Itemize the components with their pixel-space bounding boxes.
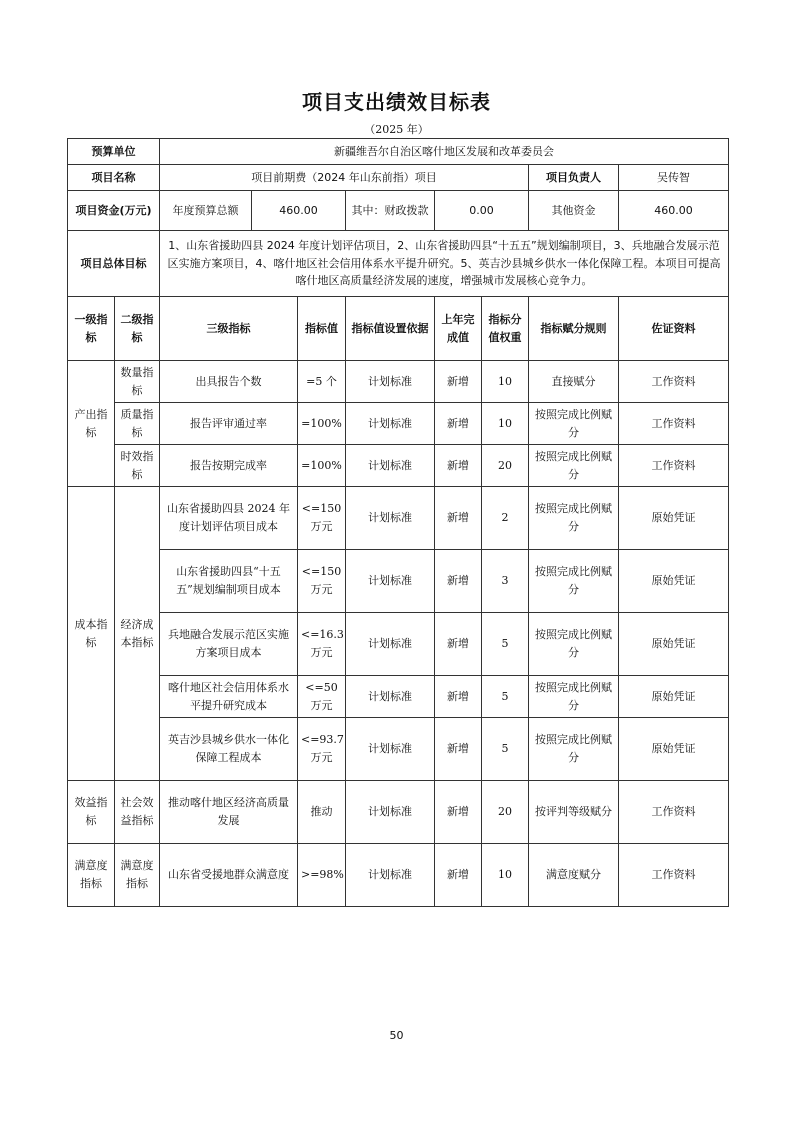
- col-level2: 二级指标: [115, 297, 160, 361]
- table-row: [68, 613, 729, 676]
- indicator-basis: 计划标准: [346, 445, 435, 487]
- indicator-rule: 按照完成比例赋分: [529, 613, 619, 676]
- indicator-evidence: 原始凭证: [619, 550, 729, 613]
- fiscal-value: 0.00: [435, 191, 529, 231]
- indicator-evidence: 原始凭证: [619, 487, 729, 550]
- indicator-evidence: 工作资料: [619, 403, 729, 445]
- indicator-name: 山东省援助四县“十五五”规划编制项目成本: [160, 550, 298, 613]
- other-funds-label: 其他资金: [529, 191, 619, 231]
- col-rule: 指标赋分规则: [529, 297, 619, 361]
- indicator-last-year: 新增: [435, 613, 482, 676]
- indicator-evidence: 工作资料: [619, 844, 729, 907]
- indicator-weight: 10: [482, 361, 529, 403]
- col-evidence: 佐证资料: [619, 297, 729, 361]
- indicator-basis: 计划标准: [346, 487, 435, 550]
- indicator-name: 英吉沙县城乡供水一体化保障工程成本: [160, 718, 298, 781]
- indicator-last-year: 新增: [435, 445, 482, 487]
- indicator-basis: 计划标准: [346, 718, 435, 781]
- indicator-value: <=93.7 万元: [298, 718, 346, 781]
- indicator-weight: 5: [482, 676, 529, 718]
- page-number: 50: [389, 1029, 404, 1042]
- indicator-basis: 计划标准: [346, 781, 435, 844]
- indicator-evidence: 原始凭证: [619, 613, 729, 676]
- indicator-value: >=98%: [298, 844, 346, 907]
- performance-table: [67, 138, 729, 907]
- indicator-evidence: 原始凭证: [619, 676, 729, 718]
- indicator-basis: 计划标准: [346, 550, 435, 613]
- overall-goal-text: 1、山东省援助四县 2024 年度计划评估项目，2、山东省援助四县“十五五”规划编制项目，3、兵地融合发展示范区实施方案项目，4、喀什地区社会信用体系水平提升研究。5、英吉沙县城乡供水一体化保障工程。本项目可提高喀什地区高质量经济发展的速度，增强城市发展核心竞争力。: [160, 231, 729, 297]
- fiscal-label: 其中：财政拨款: [346, 191, 435, 231]
- indicator-name: 山东省援助四县 2024 年度计划评估项目成本: [160, 487, 298, 550]
- indicator-evidence: 工作资料: [619, 781, 729, 844]
- table-row: [68, 550, 729, 613]
- indicator-rule: 直接赋分: [529, 361, 619, 403]
- indicator-name: 兵地融合发展示范区实施方案项目成本: [160, 613, 298, 676]
- subgroup-quality: 质量指标: [115, 403, 160, 445]
- subgroup-quantity: 数量指标: [115, 361, 160, 403]
- leader-value: 吴传智: [619, 165, 729, 191]
- indicator-basis: 计划标准: [346, 676, 435, 718]
- indicator-value: =100%: [298, 445, 346, 487]
- table-row: [68, 403, 729, 445]
- table-row: [68, 445, 729, 487]
- year-label: （2025 年）: [364, 123, 429, 136]
- indicator-name: 报告按期完成率: [160, 445, 298, 487]
- funds-label: 项目资金(万元): [68, 191, 160, 231]
- indicator-weight: 2: [482, 487, 529, 550]
- table-row: [68, 361, 729, 403]
- subgroup-timeliness: 时效指标: [115, 445, 160, 487]
- indicator-value: =100%: [298, 403, 346, 445]
- indicator-rule: 满意度赋分: [529, 844, 619, 907]
- indicator-weight: 20: [482, 445, 529, 487]
- group-output: 产出指标: [68, 361, 115, 487]
- indicator-name: 报告评审通过率: [160, 403, 298, 445]
- budget-unit-label: 预算单位: [68, 139, 160, 165]
- overall-goal-label: 项目总体目标: [68, 231, 160, 297]
- group-benefit: 效益指标: [68, 781, 115, 844]
- indicator-name: 出具报告个数: [160, 361, 298, 403]
- indicator-evidence: 原始凭证: [619, 718, 729, 781]
- col-weight: 指标分值权重: [482, 297, 529, 361]
- indicator-rule: 按照完成比例赋分: [529, 445, 619, 487]
- indicator-value: <=150 万元: [298, 550, 346, 613]
- indicator-evidence: 工作资料: [619, 361, 729, 403]
- indicator-value: 推动: [298, 781, 346, 844]
- indicator-name: 山东省受援地群众满意度: [160, 844, 298, 907]
- col-basis: 指标值设置依据: [346, 297, 435, 361]
- indicator-rule: 按照完成比例赋分: [529, 550, 619, 613]
- indicator-rule: 按评判等级赋分: [529, 781, 619, 844]
- indicator-weight: 3: [482, 550, 529, 613]
- project-name-value: 项目前期费（2024 年山东前指）项目: [160, 165, 529, 191]
- indicator-name: 推动喀什地区经济高质量发展: [160, 781, 298, 844]
- indicator-basis: 计划标准: [346, 403, 435, 445]
- indicator-last-year: 新增: [435, 781, 482, 844]
- indicator-last-year: 新增: [435, 676, 482, 718]
- indicator-rule: 按照完成比例赋分: [529, 718, 619, 781]
- table-row: [68, 718, 729, 781]
- group-satisfaction: 满意度指标: [68, 844, 115, 907]
- indicator-last-year: 新增: [435, 550, 482, 613]
- indicator-rule: 按照完成比例赋分: [529, 487, 619, 550]
- indicator-weight: 5: [482, 718, 529, 781]
- col-last-year: 上年完成值: [435, 297, 482, 361]
- indicator-value: <=50 万元: [298, 676, 346, 718]
- indicator-weight: 10: [482, 844, 529, 907]
- leader-label: 项目负责人: [529, 165, 619, 191]
- indicator-weight: 20: [482, 781, 529, 844]
- table-row: [68, 487, 729, 550]
- project-name-label: 项目名称: [68, 165, 160, 191]
- subgroup-social-benefit: 社会效益指标: [115, 781, 160, 844]
- annual-total-value: 460.00: [252, 191, 346, 231]
- table-row: [68, 781, 729, 844]
- col-value: 指标值: [298, 297, 346, 361]
- indicator-last-year: 新增: [435, 844, 482, 907]
- indicator-rule: 按照完成比例赋分: [529, 403, 619, 445]
- indicator-value: <=150 万元: [298, 487, 346, 550]
- budget-unit-value: 新疆维吾尔自治区喀什地区发展和改革委员会: [160, 139, 729, 165]
- indicator-basis: 计划标准: [346, 361, 435, 403]
- indicator-evidence: 工作资料: [619, 445, 729, 487]
- table-row: [68, 676, 729, 718]
- other-funds-value: 460.00: [619, 191, 729, 231]
- table-row: [68, 844, 729, 907]
- indicator-rule: 按照完成比例赋分: [529, 676, 619, 718]
- indicator-weight: 10: [482, 403, 529, 445]
- indicator-last-year: 新增: [435, 718, 482, 781]
- indicator-last-year: 新增: [435, 361, 482, 403]
- group-cost: 成本指标: [68, 487, 115, 781]
- page-title: 项目支出绩效目标表: [302, 90, 491, 114]
- indicator-last-year: 新增: [435, 487, 482, 550]
- col-level1: 一级指标: [68, 297, 115, 361]
- subgroup-economic-cost: 经济成本指标: [115, 487, 160, 781]
- indicator-value: =5 个: [298, 361, 346, 403]
- indicator-name: 喀什地区社会信用体系水平提升研究成本: [160, 676, 298, 718]
- indicator-basis: 计划标准: [346, 844, 435, 907]
- subgroup-satisfaction: 满意度指标: [115, 844, 160, 907]
- indicator-value: <=16.3 万元: [298, 613, 346, 676]
- indicator-weight: 5: [482, 613, 529, 676]
- indicator-last-year: 新增: [435, 403, 482, 445]
- indicator-basis: 计划标准: [346, 613, 435, 676]
- annual-total-label: 年度预算总额: [160, 191, 252, 231]
- col-level3: 三级指标: [160, 297, 298, 361]
